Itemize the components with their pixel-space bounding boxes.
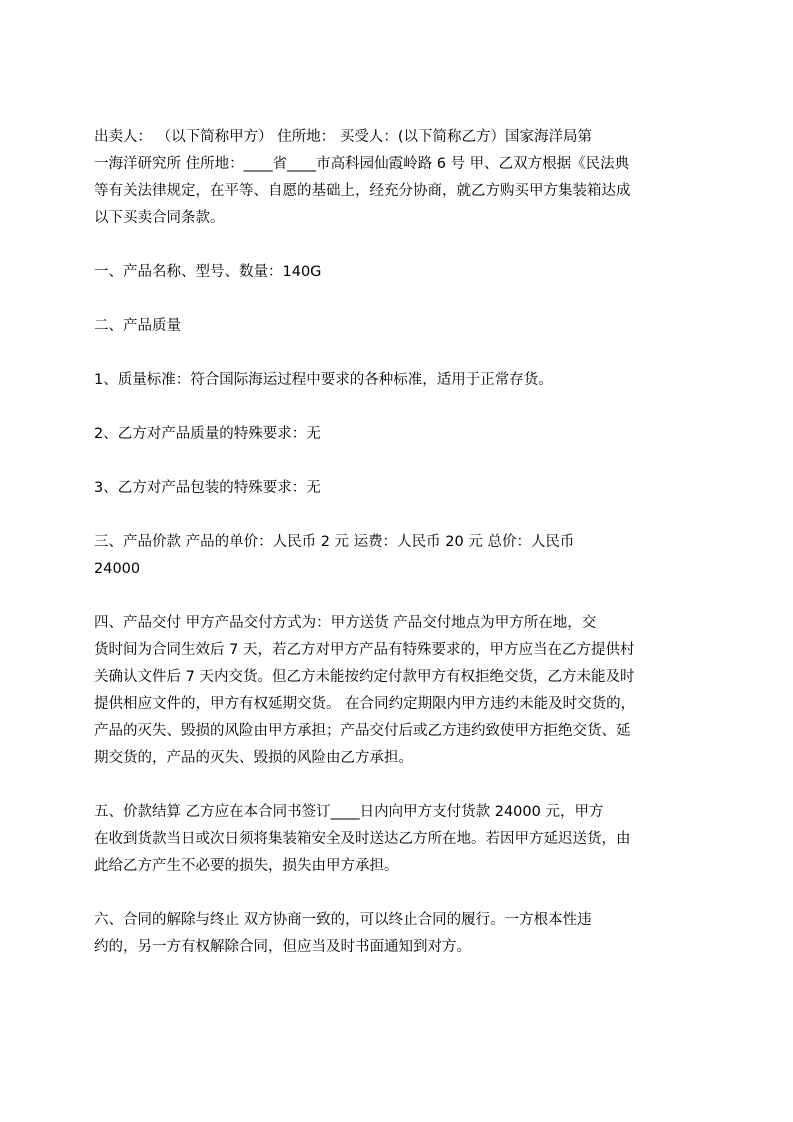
intro-line-2: 一海洋研究所 住所地：____省____市高科园仙霞岭路 6 号 甲、乙双方根据《民法典 bbox=[94, 156, 630, 172]
quality-item-3-line-1: 3、乙方对产品包装的特殊要求：无 bbox=[94, 480, 321, 496]
section-5-line-3: 此给乙方产生不必要的损失，损失由甲方承担。 bbox=[94, 858, 399, 874]
intro-line-3: 等有关法律规定，在平等、自愿的基础上，经充分协商，就乙方购买甲方集装箱达成 bbox=[94, 183, 631, 199]
section-6-line-2: 约的，另一方有权解除合同，但应当及时书面通知到对方。 bbox=[94, 939, 471, 955]
section-2-line-1: 二、产品质量 bbox=[94, 318, 181, 334]
section-5-line-2: 在收到货款当日或次日须将集装箱安全及时送达乙方所在地。若因甲方延迟送货，由 bbox=[94, 831, 631, 847]
section-4-line-1: 四、产品交付 甲方产品交付方式为：甲方送货 产品交付地点为甲方所在地，交 bbox=[94, 615, 597, 631]
section-4-line-6: 期交货的，产品的灭失、毁损的风险由乙方承担。 bbox=[94, 750, 413, 766]
quality-item-1-line-1: 1、质量标准：符合国际海运过程中要求的各种标准，适用于正常存货。 bbox=[94, 372, 553, 388]
section-5-line-1: 五、价款结算 乙方应在本合同书签订____日内向甲方支付货款 24000 元，甲方 bbox=[94, 804, 604, 820]
section-4-line-4: 提供相应文件的，甲方有权延期交货。 在合同约定期限内甲方违约未能及时交货的， bbox=[94, 696, 636, 712]
quality-item-2-line-1: 2、乙方对产品质量的特殊要求：无 bbox=[94, 426, 321, 442]
section-1-line-1: 一、产品名称、型号、数量：140G bbox=[94, 264, 322, 280]
section-4-line-2: 货时间为合同生效后 7 天，若乙方对甲方产品有特殊要求的，甲方应当在乙方提供村 bbox=[94, 642, 635, 658]
section-4-line-3: 关确认文件后 7 天内交货。但乙方未能按约定付款甲方有权拒绝交货，乙方未能及时 bbox=[94, 669, 635, 685]
section-4-line-5: 产品的灭失、毁损的风险由甲方承担；产品交付后或乙方违约致使甲方拒绝交货、延 bbox=[94, 723, 631, 739]
section-3-line-1: 三、产品价款 产品的单价：人民币 2 元 运费：人民币 20 元 总价：人民币 bbox=[94, 534, 575, 550]
intro-line-1: 出卖人： （以下简称甲方） 住所地： 买受人：(以下简称乙方）国家海洋局第 bbox=[94, 129, 592, 145]
intro-line-4: 以下买卖合同条款。 bbox=[94, 210, 225, 226]
section-6-line-1: 六、合同的解除与终止 双方协商一致的，可以终止合同的履行。一方根本性违 bbox=[94, 912, 592, 928]
section-3-line-2: 24000 bbox=[94, 561, 141, 577]
